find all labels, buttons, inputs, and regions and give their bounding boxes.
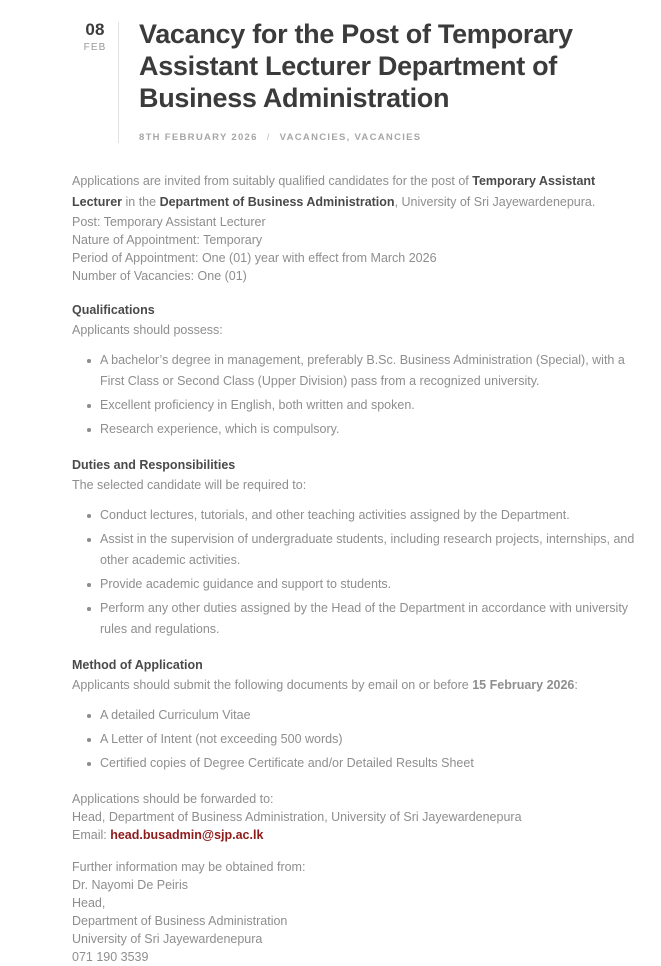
further-info-block bbox=[72, 858, 639, 966]
list-item: A Letter of Intent (not exceeding 500 words) bbox=[72, 729, 639, 750]
post-header bbox=[0, 0, 661, 143]
method-heading: Method of Application bbox=[72, 658, 203, 672]
post-date: 8TH FEBRUARY 2026 bbox=[139, 132, 258, 143]
intro-part2: in the bbox=[122, 195, 160, 209]
vacancy-details bbox=[72, 213, 639, 285]
intro-part3: , University of Sri Jayewardenepura. bbox=[394, 195, 596, 209]
email-label: Email: bbox=[72, 828, 111, 842]
method-lead bbox=[72, 676, 639, 695]
qualifications-heading: Qualifications bbox=[72, 303, 155, 317]
post-categories-link[interactable]: VACANCIES, VACANCIES bbox=[279, 132, 422, 143]
forwarding-line1: Applications should be forwarded to: bbox=[72, 792, 274, 806]
qualifications-list bbox=[72, 350, 639, 440]
intro-part1: Applications are invited from suitably qualified candidates for the post of bbox=[72, 174, 473, 188]
post-meta bbox=[139, 132, 639, 143]
list-item: A bachelor’s degree in management, preferably B.Sc. Business Administration (Special), with a First Class or Second Class (Upper Division) pass from a recognized university. bbox=[72, 350, 639, 392]
intro-paragraph bbox=[72, 171, 639, 213]
list-item: Perform any other duties assigned by the Head of the Department in accordance with university rules and regulations. bbox=[72, 598, 639, 640]
list-item: Provide academic guidance and support to students. bbox=[72, 574, 639, 595]
detail-period: Period of Appointment: One (01) year with effect from March 2026 bbox=[72, 251, 437, 265]
duties-heading: Duties and Responsibilities bbox=[72, 458, 236, 472]
forwarding-block bbox=[72, 790, 639, 844]
contact-name: Dr. Nayomi De Peiris bbox=[72, 878, 188, 892]
date-month: FEB bbox=[83, 42, 107, 53]
detail-vacancies: Number of Vacancies: One (01) bbox=[72, 269, 247, 283]
email-link[interactable]: head.busadmin@sjp.ac.lk bbox=[110, 828, 264, 842]
intro-bold-post: Temporary Assistant Lecturer bbox=[72, 174, 596, 209]
forwarding-email-line bbox=[72, 826, 639, 844]
list-item: A detailed Curriculum Vitae bbox=[72, 705, 639, 726]
post-body bbox=[0, 143, 661, 966]
further-info-line1: Further information may be obtained from: bbox=[72, 860, 306, 874]
method-lead-part2: : bbox=[574, 678, 578, 692]
page-title: Vacancy for the Post of Temporary Assistant Lecturer Department of Business Administration bbox=[139, 19, 573, 113]
list-item: Research experience, which is compulsory. bbox=[72, 419, 639, 440]
list-item: Certified copies of Degree Certificate and/or Detailed Results Sheet bbox=[72, 753, 639, 774]
duties-list bbox=[72, 505, 639, 640]
meta-separator: / bbox=[266, 132, 271, 143]
date-badge bbox=[72, 18, 118, 56]
block-spacer bbox=[72, 844, 639, 858]
detail-nature: Nature of Appointment: Temporary bbox=[72, 233, 263, 247]
list-item: Assist in the supervision of undergraduate students, including research projects, internships, and other academic activities. bbox=[72, 529, 639, 571]
header-main bbox=[119, 18, 639, 143]
qualifications-lead: Applicants should possess: bbox=[72, 323, 223, 337]
forwarding-line2: Head, Department of Business Administration, University of Sri Jayewardenepura bbox=[72, 810, 522, 824]
method-lead-part1: Applicants should submit the following documents by email on or before bbox=[72, 678, 473, 692]
method-deadline: 15 February 2026 bbox=[472, 678, 575, 692]
contact-role: Head, bbox=[72, 896, 106, 910]
list-item: Excellent proficiency in English, both written and spoken. bbox=[72, 395, 639, 416]
contact-phone: 071 190 3539 bbox=[72, 950, 149, 964]
contact-department: Department of Business Administration bbox=[72, 914, 288, 928]
detail-post: Post: Temporary Assistant Lecturer bbox=[72, 215, 266, 229]
duties-lead: The selected candidate will be required to: bbox=[72, 478, 307, 492]
contact-university: University of Sri Jayewardenepura bbox=[72, 932, 263, 946]
intro-bold-department: Department of Business Administration bbox=[159, 195, 395, 209]
list-item: Conduct lectures, tutorials, and other teaching activities assigned by the Department. bbox=[72, 505, 639, 526]
date-day: 08 bbox=[85, 20, 105, 39]
method-list bbox=[72, 705, 639, 774]
